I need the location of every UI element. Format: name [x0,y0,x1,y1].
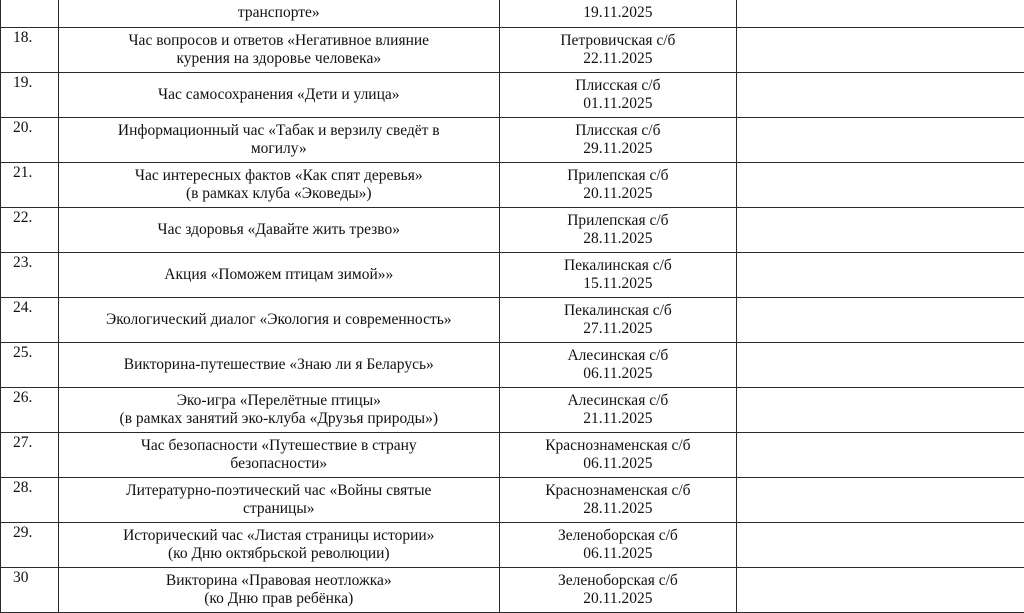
event-date: 06.11.2025 [500,455,736,473]
events-table-body [1,0,1024,613]
event-title-line: страницы» [59,500,499,518]
event-date: 29.11.2025 [500,140,736,158]
table-row [1,523,1024,568]
event-title-line: Час здоровья «Давайте жить трезво» [59,221,499,239]
event-title-line: (в рамках клуба «Эковеды») [59,185,499,203]
row-number-cell [1,0,59,28]
event-date: 19.11.2025 [500,4,736,22]
event-title-line: безопасности» [59,455,499,473]
row-number-cell [1,388,59,433]
row-number-cell [1,73,59,118]
event-place-date-cell [499,28,736,73]
row-number-cell [1,433,59,478]
table-row [1,73,1024,118]
row-number: 24. [13,299,58,317]
event-library: Зеленоборская с/б [500,572,736,590]
event-place-date-cell [499,298,736,343]
row-number: 22. [13,209,58,227]
event-date: 06.11.2025 [500,545,736,563]
event-title-cell [58,433,499,478]
row-number: 21. [13,164,58,182]
event-library: Краснознаменская с/б [500,482,736,500]
event-library: Петровичская с/б [500,32,736,50]
row-number-cell [1,478,59,523]
event-library: Прилепская с/б [500,167,736,185]
event-library: Алесинская с/б [500,347,736,365]
event-place-date-cell [499,568,736,613]
event-title-cell [58,118,499,163]
empty-note-cell [736,568,1024,613]
event-title-line: (ко Дню октябрьской революции) [59,545,499,563]
row-number-cell [1,163,59,208]
row-number: 28. [13,479,58,497]
row-number-cell [1,208,59,253]
event-library: Алесинская с/б [500,392,736,410]
table-row [1,388,1024,433]
event-title-cell [58,73,499,118]
event-place-date-cell [499,163,736,208]
table-row [1,118,1024,163]
row-number: 18. [13,29,58,47]
event-date: 28.11.2025 [500,500,736,518]
event-title-cell [58,163,499,208]
event-title-cell [58,0,499,28]
event-date: 21.11.2025 [500,410,736,428]
empty-note-cell [736,73,1024,118]
event-title-line: Час безопасности «Путешествие в страну [59,437,499,455]
event-date: 06.11.2025 [500,365,736,383]
row-number: 27. [13,434,58,452]
row-number: 26. [13,389,58,407]
row-number: 30 [13,569,58,587]
row-number: 29. [13,524,58,542]
event-library: Зеленоборская с/б [500,527,736,545]
event-title-line: могилу» [59,140,499,158]
table-row [1,28,1024,73]
event-place-date-cell [499,118,736,163]
empty-note-cell [736,163,1024,208]
empty-note-cell [736,28,1024,73]
row-number-cell [1,253,59,298]
event-title-line: Литературно-поэтический час «Войны святые [59,482,499,500]
event-place-date-cell [499,478,736,523]
event-library: Краснознаменская с/б [500,437,736,455]
empty-note-cell [736,0,1024,28]
table-row [1,208,1024,253]
event-title-cell [58,253,499,298]
event-place-date-cell [499,433,736,478]
event-library: Прилепская с/б [500,212,736,230]
table-row [1,253,1024,298]
empty-note-cell [736,478,1024,523]
event-place-date-cell [499,73,736,118]
event-title-cell [58,523,499,568]
event-title-line: (в рамках занятий эко-клуба «Друзья природы») [59,410,499,428]
event-title-cell [58,388,499,433]
row-number: 25. [13,344,58,362]
event-title-line: Час самосохранения «Дети и улица» [59,86,499,104]
event-date: 20.11.2025 [500,590,736,608]
event-place-date-cell [499,523,736,568]
event-library: Плисская с/б [500,77,736,95]
event-title-line: Экологический диалог «Экология и современность» [59,311,499,329]
table-row [1,478,1024,523]
event-title-line: Викторина-путешествие «Знаю ли я Беларусь» [59,356,499,374]
event-date: 22.11.2025 [500,50,736,68]
empty-note-cell [736,343,1024,388]
event-date: 28.11.2025 [500,230,736,248]
event-title-line: Час вопросов и ответов «Негативное влияние [59,32,499,50]
row-number-cell [1,28,59,73]
empty-note-cell [736,118,1024,163]
event-date: 15.11.2025 [500,275,736,293]
row-number: 23. [13,254,58,272]
table-row [1,433,1024,478]
event-title-cell [58,343,499,388]
event-title-line: курения на здоровье человека» [59,50,499,68]
event-title-cell [58,298,499,343]
empty-note-cell [736,253,1024,298]
event-title-line: Акция «Поможем птицам зимой»» [59,266,499,284]
table-row [1,298,1024,343]
empty-note-cell [736,388,1024,433]
row-number-cell [1,343,59,388]
empty-note-cell [736,433,1024,478]
row-number: 20. [13,119,58,137]
event-title-cell [58,28,499,73]
table-row [1,343,1024,388]
table-row [1,163,1024,208]
event-title-line: Час интересных фактов «Как спят деревья» [59,167,499,185]
event-title-line: транспорте» [59,4,499,22]
event-library: Плисская с/б [500,122,736,140]
table-row [1,0,1024,28]
row-number: 19. [13,74,58,92]
row-number-cell [1,523,59,568]
event-title-line: Викторина «Правовая неотложка» [59,572,499,590]
event-date: 01.11.2025 [500,95,736,113]
event-place-date-cell [499,343,736,388]
event-place-date-cell [499,0,736,28]
event-title-line: Исторический час «Листая страницы истории» [59,527,499,545]
row-number-cell [1,298,59,343]
event-title-line: (ко Дню прав ребёнка) [59,590,499,608]
row-number-cell [1,568,59,613]
event-place-date-cell [499,253,736,298]
event-library: Пекалинская с/б [500,302,736,320]
event-date: 20.11.2025 [500,185,736,203]
event-title-cell [58,568,499,613]
empty-note-cell [736,208,1024,253]
event-title-line: Эко-игра «Перелётные птицы» [59,392,499,410]
table-row [1,568,1024,613]
row-number-cell [1,118,59,163]
event-place-date-cell [499,208,736,253]
event-title-cell [58,478,499,523]
event-title-cell [58,208,499,253]
event-title-line: Информационный час «Табак и верзилу сведёт в [59,122,499,140]
event-library: Пекалинская с/б [500,257,736,275]
event-date: 27.11.2025 [500,320,736,338]
event-place-date-cell [499,388,736,433]
empty-note-cell [736,523,1024,568]
empty-note-cell [736,298,1024,343]
